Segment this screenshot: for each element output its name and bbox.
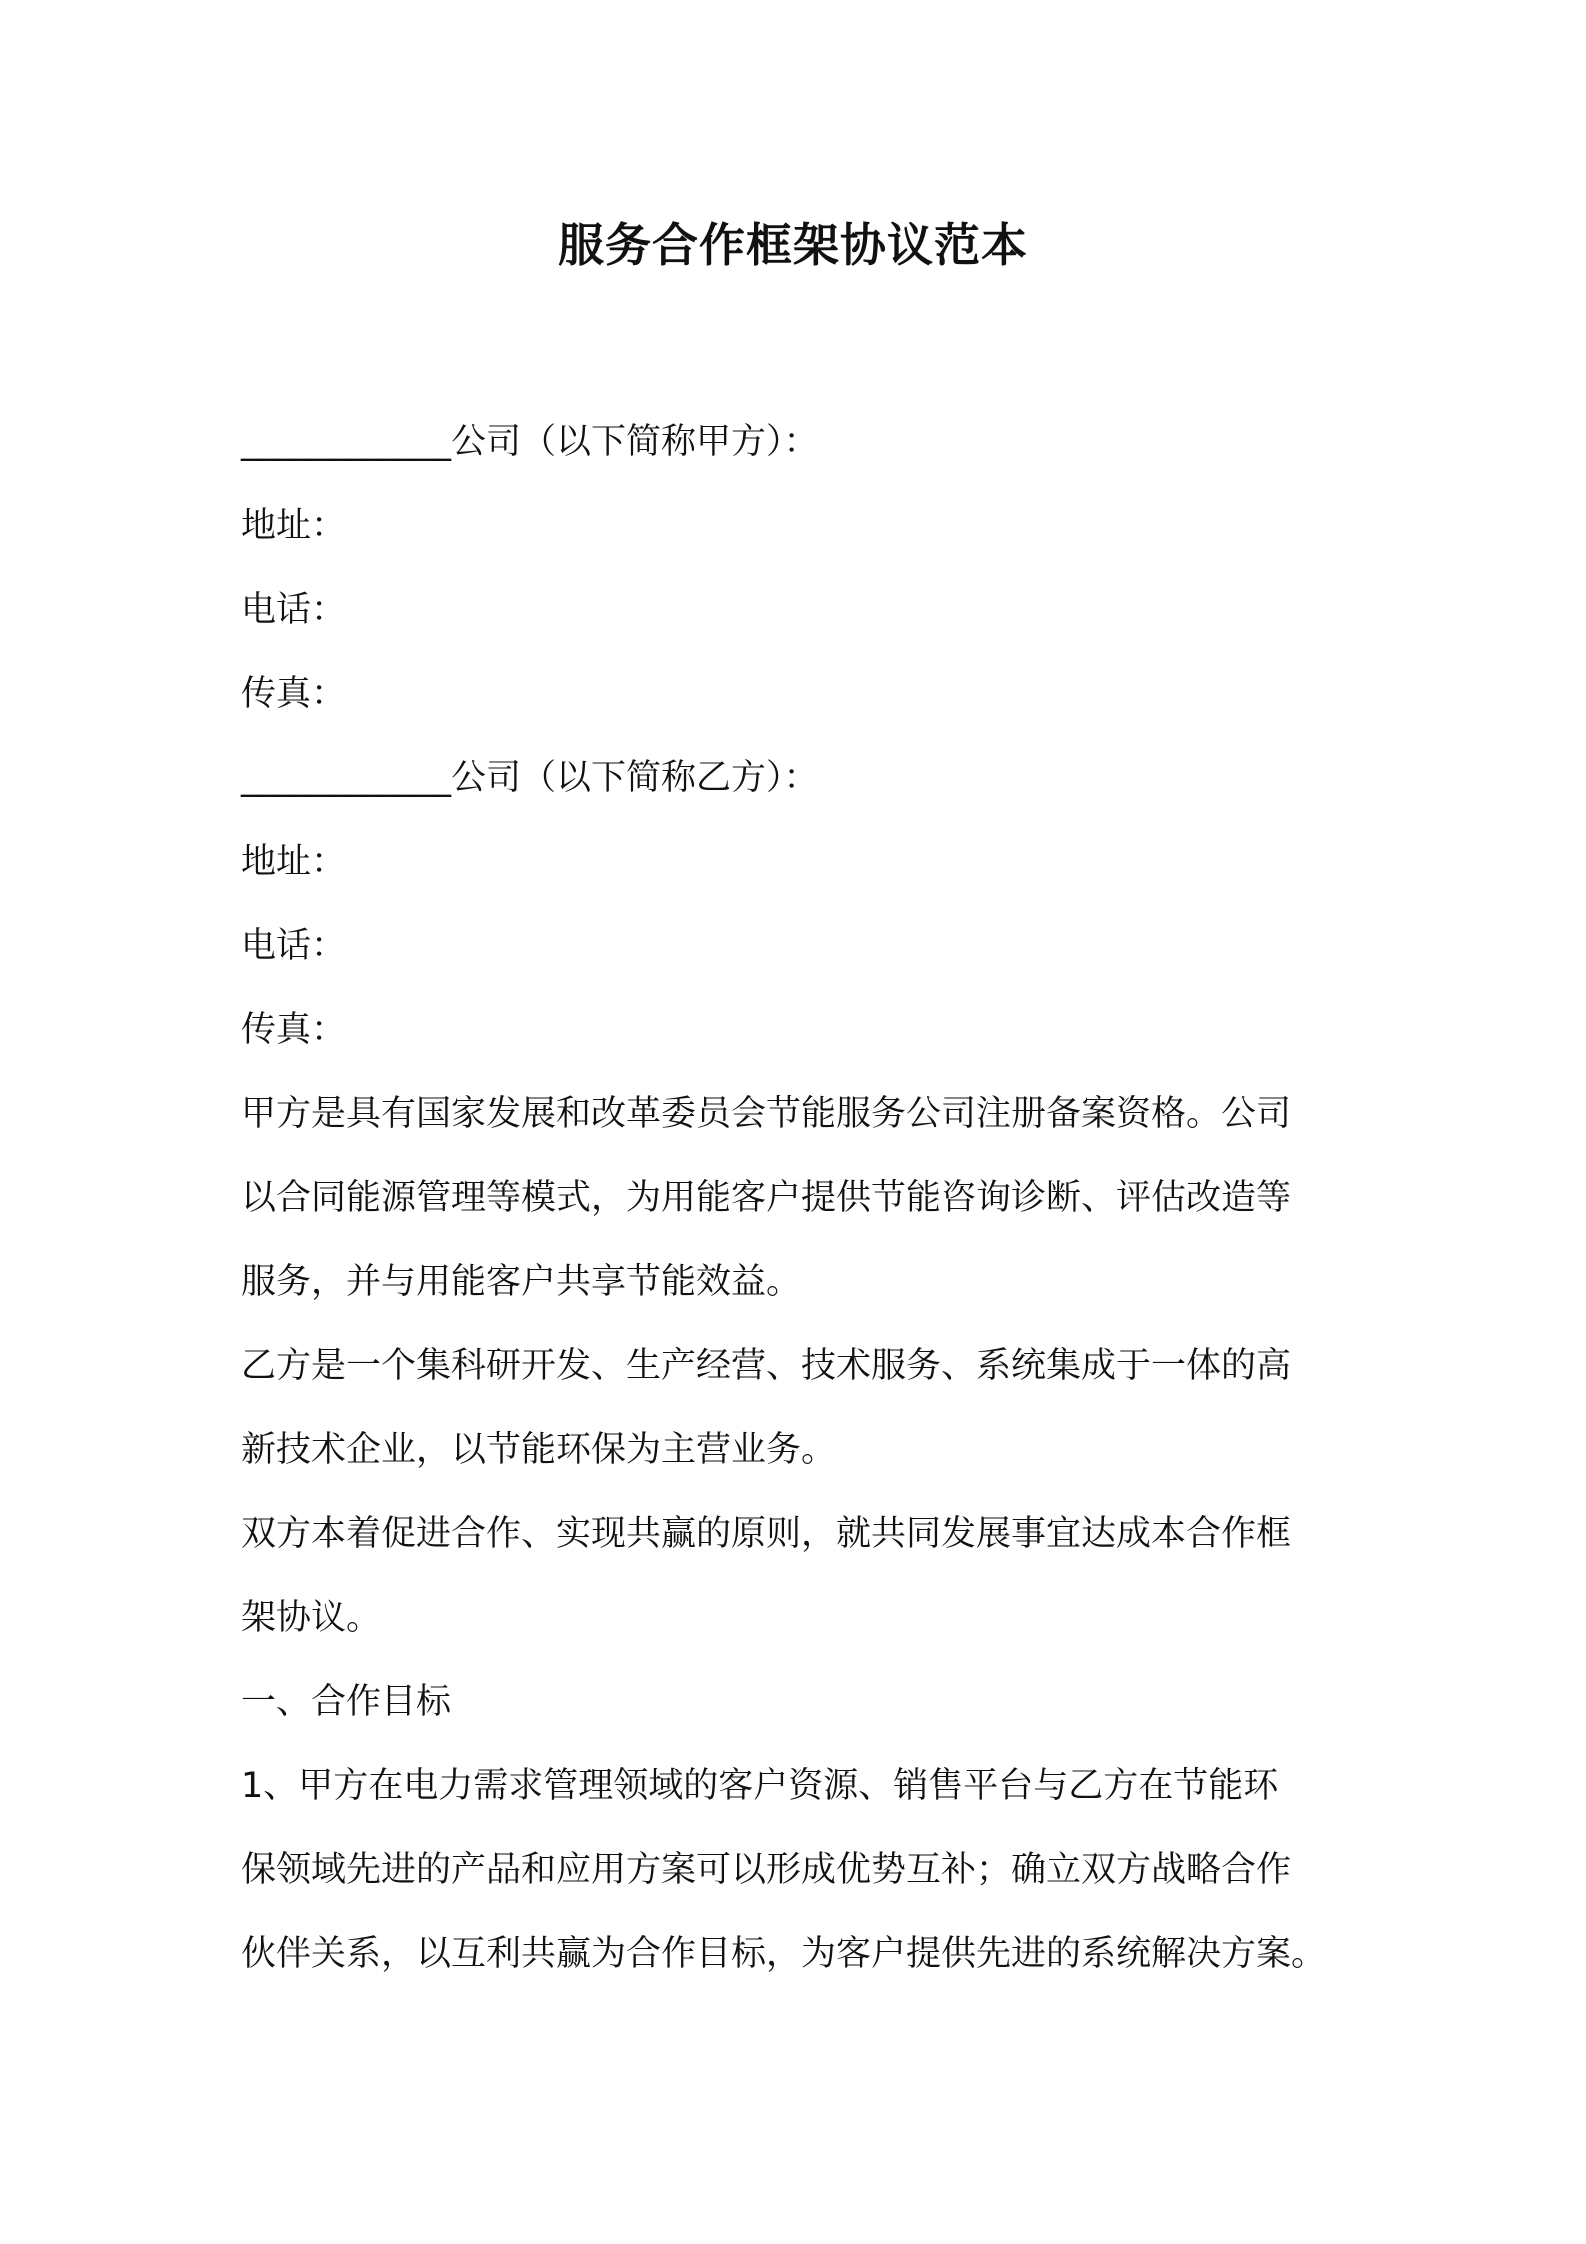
paragraph-line: 新技术企业，以节能环保为主营业务。: [241, 1430, 837, 1470]
party-b-fax-label: 传真：: [241, 1010, 347, 1050]
paragraph-line: 双方本着促进合作、实现共赢的原则，就共同发展事宜达成本合作框: [241, 1514, 1292, 1554]
party-a-fax-label: 传真：: [241, 674, 347, 714]
clause-line: 伙伴关系，以互利共赢为合作目标，为客户提供先进的系统解决方案。: [241, 1934, 1327, 1974]
paragraph-line: 乙方是一个集科研开发、生产经营、技术服务、系统集成于一体的高: [241, 1346, 1292, 1386]
party-a-phone-label: 电话：: [241, 590, 347, 630]
party-a-header: ____________公司（以下简称甲方）：: [241, 422, 819, 462]
paragraph-line: 服务，并与用能客户共享节能效益。: [241, 1262, 802, 1302]
paragraph-party-b-intro: [241, 1324, 1361, 1492]
clause-1: [241, 1744, 1361, 1996]
paragraph-party-a-intro: [241, 1072, 1361, 1324]
document-body: [241, 400, 1361, 1996]
paragraph-line: 以合同能源管理等模式，为用能客户提供节能咨询诊断、评估改造等: [241, 1178, 1292, 1218]
party-b-header: ____________公司（以下简称乙方）：: [241, 758, 819, 798]
paragraph-line: 架协议。: [241, 1598, 382, 1638]
paragraph-agreement-purpose: [241, 1492, 1361, 1660]
document-title: 服务合作框架协议范本: [558, 218, 1028, 272]
clause-line: 1、甲方在电力需求管理领域的客户资源、销售平台与乙方在节能环: [241, 1766, 1279, 1806]
party-b-phone-label: 电话：: [241, 926, 347, 966]
paragraph-line: 甲方是具有国家发展和改革委员会节能服务公司注册备案资格。公司: [241, 1094, 1292, 1134]
section-1-heading: 一、合作目标: [241, 1682, 452, 1722]
clause-line: 保领域先进的产品和应用方案可以形成优势互补；确立双方战略合作: [241, 1850, 1292, 1890]
party-a-address-label: 地址：: [241, 506, 347, 546]
party-b-address-label: 地址：: [241, 842, 347, 882]
